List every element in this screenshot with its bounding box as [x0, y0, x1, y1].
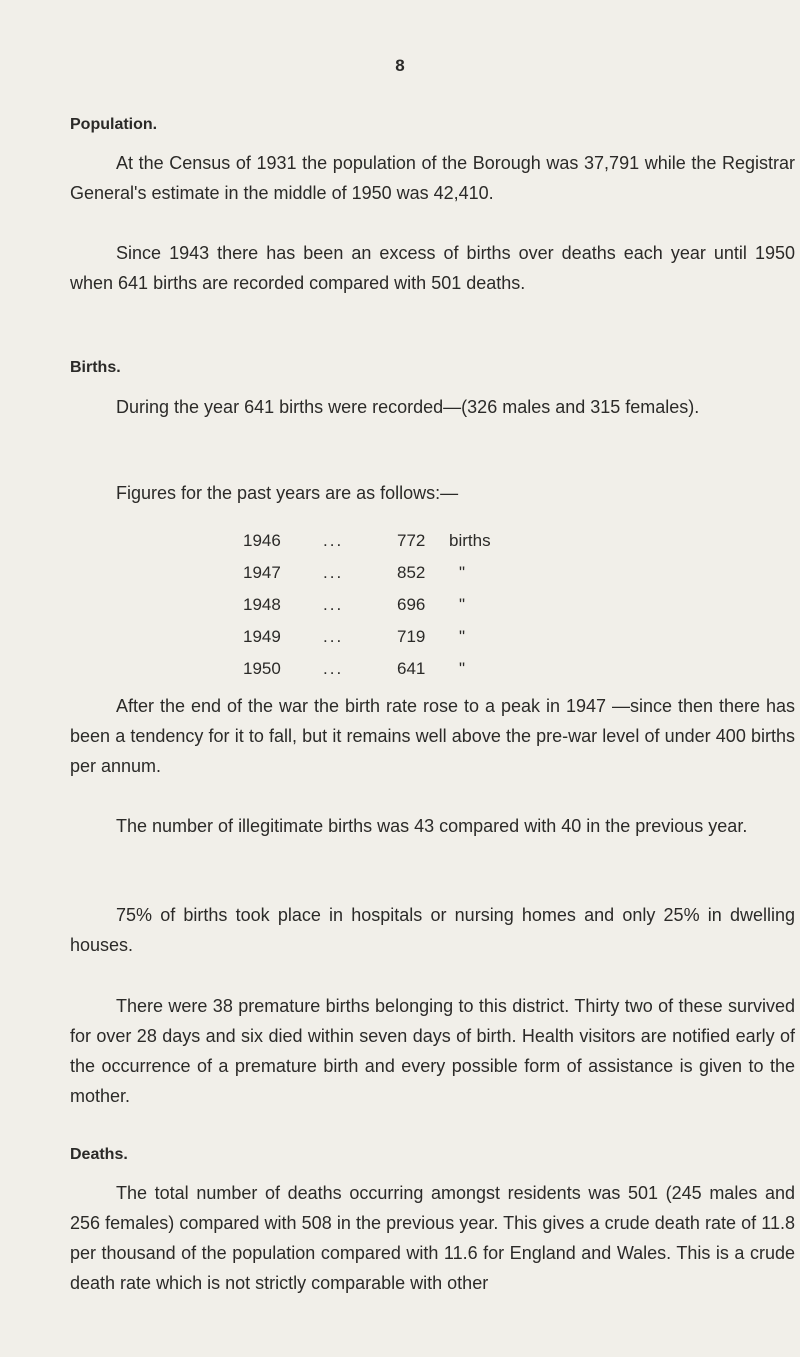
- ditto-mark-cell: ": [459, 563, 466, 582]
- table-row: [243, 621, 539, 653]
- year-cell: 1946: [243, 531, 281, 550]
- leader-dots: ...: [323, 627, 344, 646]
- leader-dots: ...: [323, 659, 344, 678]
- births-count-cell: 719: [397, 627, 426, 646]
- deaths-heading: Deaths.: [70, 1146, 128, 1163]
- year-cell: 1949: [243, 627, 281, 646]
- births-table-intro: Figures for the past years are as follows:—: [116, 483, 459, 503]
- population-heading: Population.: [70, 116, 158, 133]
- year-cell: 1948: [243, 595, 281, 614]
- table-row: [243, 653, 539, 685]
- births-paragraph-3: The number of illegitimate births was 43 compared with 40 in the previous year.: [116, 816, 748, 836]
- population-paragraph-1: At the Census of 1931 the population of the Borough was 37,791 while the Registrar General's estimate in the middle of 1950 was 42,410.: [70, 153, 795, 203]
- table-row: [243, 525, 539, 557]
- unit-cell: births: [449, 531, 491, 550]
- births-paragraph-4: 75% of births took place in hospitals or nursing homes and only 25% in dwelling houses.: [70, 905, 795, 955]
- births-paragraph-1: During the year 641 births were recorded—(326 males and 315 females).: [116, 397, 700, 417]
- births-heading: Births.: [70, 359, 121, 376]
- births-count-cell: 852: [397, 563, 426, 582]
- births-count-cell: 641: [397, 659, 426, 678]
- births-count-cell: 772: [397, 531, 426, 550]
- table-row: [243, 589, 539, 621]
- leader-dots: ...: [323, 531, 344, 550]
- ditto-mark-cell: ": [459, 595, 466, 614]
- births-by-year-table: [243, 525, 539, 685]
- ditto-mark-cell: ": [459, 659, 466, 678]
- page-number: 8: [395, 56, 405, 75]
- year-cell: 1950: [243, 659, 281, 678]
- leader-dots: ...: [323, 595, 344, 614]
- births-count-cell: 696: [397, 595, 426, 614]
- births-paragraph-5: There were 38 premature births belonging to this district. Thirty two of these survived for over 28 days and six died within seven days of birth. Health visitors are notified early of the occurrence of a premature birth and every possible form of assistance is given to the mother.: [70, 996, 795, 1106]
- year-cell: 1947: [243, 563, 281, 582]
- births-paragraph-2: After the end of the war the birth rate rose to a peak in 1947 —since then there has been a tendency for it to fall, but it remains well above the pre-war level of under 400 births per annum.: [70, 696, 795, 776]
- leader-dots: ...: [323, 563, 344, 582]
- deaths-paragraph-1: The total number of deaths occurring amongst residents was 501 (245 males and 256 females) compared with 508 in the previous year. This gives a crude death rate of 11.8 per thousand of the population compared with 11.6 for England and Wales. This is a crude death rate which is not strictly comparable with other: [70, 1183, 795, 1293]
- table-row: [243, 557, 539, 589]
- ditto-mark-cell: ": [459, 627, 466, 646]
- population-paragraph-2: Since 1943 there has been an excess of births over deaths each year until 1950 when 641 births are recorded compared with 501 deaths.: [70, 243, 795, 293]
